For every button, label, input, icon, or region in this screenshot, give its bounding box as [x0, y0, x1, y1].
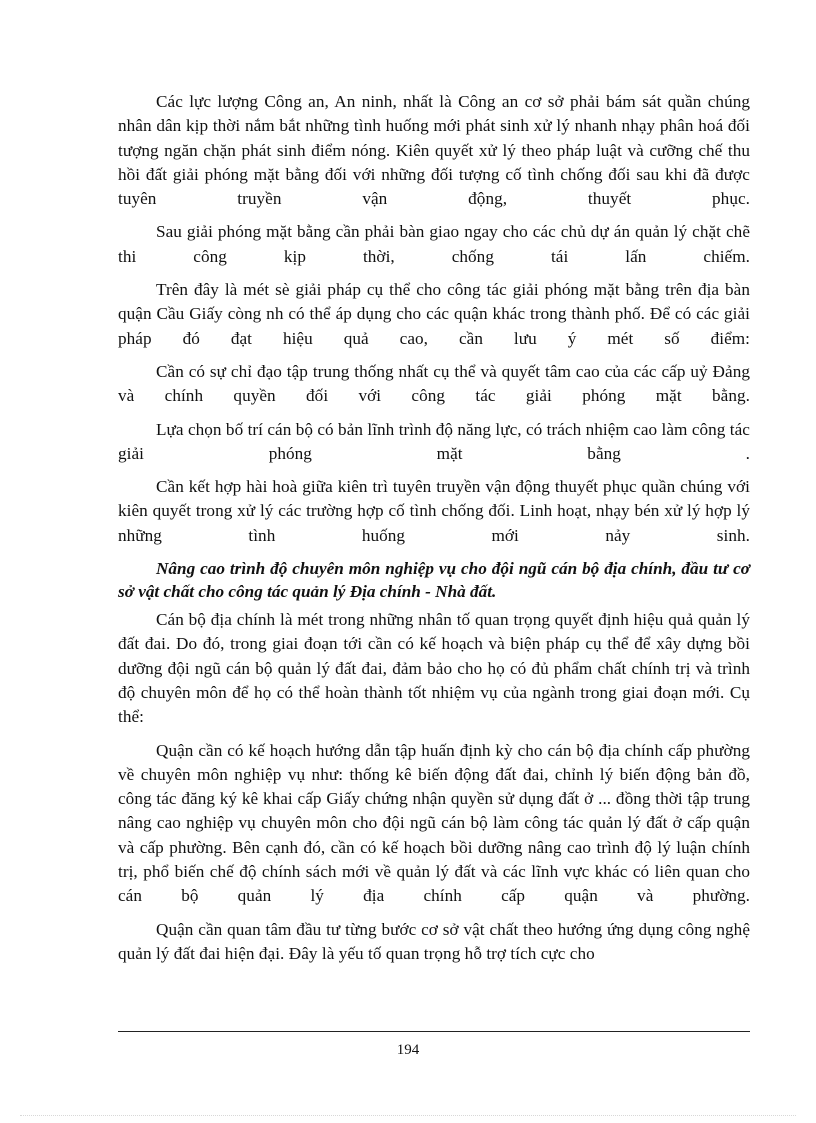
paragraph-investment: Quận cần quan tâm đầu tư từng bước cơ sở vật chất theo hướng ứng dụng công nghệ quản lý đất đai hiện đại. Đây là yếu tố quan trọng hỗ trợ tích cực cho — [118, 919, 750, 963]
paragraph-solutions-summary: Trên đây là mét sè giải pháp cụ thể cho công tác giải phóng mặt bằng trên địa bàn quận Cầu Giấy còng nh có thể áp dụng cho các quận khác trong thành phố. Để có các giải pháp đó đạt hiệu quả cao, cần lưu ý mét số điểm: — [118, 280, 750, 348]
section-heading: Nâng cao trình độ chuyên môn nghiệp vụ cho đội ngũ cán bộ địa chính, đầu tư cơ sở vật chất cho công tác quản lý Địa chính - Nhà đất. — [118, 559, 750, 602]
page-number: 194 — [396, 1042, 420, 1058]
paragraph-cadastral-staff: Cán bộ địa chính là mét trong những nhân tố quan trọng quyết định hiệu quả quản lý đất đai. Do đó, trong giai đoạn tới cần có kế hoạch và biện pháp cụ thể để xây dựng bồi dưỡng đội ngũ cán bộ quản lý đất đai, đảm bảo cho họ có đủ phẩm chất chính trị và trình độ chuyên môn để họ có thể hoàn thành tốt nhiệm vụ của ngành trong giai đoạn mới. Cụ thể: — [118, 610, 750, 727]
bottom-edge-dots — [20, 1115, 796, 1116]
paragraph-handover: Sau giải phóng mặt bằng cần phải bàn giao ngay cho các chủ dự án quản lý chặt chẽ thi công kịp thời, chống tái lấn chiếm. — [118, 222, 750, 266]
paragraph-persuasion: Cần kết hợp hài hoà giữa kiên trì tuyên truyền vận động thuyết phục quần chúng với kiên quyết trong xử lý các trường hợp cố tình chống đối. Linh hoạt, nhạy bén xử lý hợp lý những tình huống mới nảy sinh. — [118, 477, 750, 545]
footer-divider — [118, 1031, 750, 1032]
paragraph-direction: Cần có sự chỉ đạo tập trung thống nhất cụ thể và quyết tâm cao của các cấp uỷ Đảng và chính quyền đối với công tác giải phóng mặt bằng. — [118, 361, 750, 406]
body-text — [118, 90, 750, 975]
paragraph-police-forces: Các lực lượng Công an, An ninh, nhất là Công an cơ sở phải bám sát quần chúng nhân dân kịp thời nắm bắt những tình huống mới phát sinh xử lý nhanh nhạy phân hoá đối tượng ngăn chặn phát sinh điểm nóng. Kiên quyết xử lý theo pháp luật và cưỡng chế thu hồi đất giải phóng mặt bằng đối với những đối tượng cố tình chống đối sau khi đã được tuyên truyền vận động, thuyết phục. — [118, 92, 750, 209]
paragraph-staff-selection: Lựa chọn bố trí cán bộ có bản lĩnh trình độ năng lực, có trách nhiệm cao làm công tác giải phóng mặt bằng . — [118, 419, 750, 463]
paragraph-training-plan: Quận cần có kế hoạch hướng dẫn tập huấn định kỳ cho cán bộ địa chính cấp phường về chuyên môn nghiệp vụ như: thống kê biến động đất đai, chỉnh lý biến động bản đồ, công tác đăng ký kê khai cấp Giấy chứng nhận quyền sử dụng đất ở ... đồng thời tập trung nâng cao nghiệp vụ chuyên môn cho đội ngũ cán bộ làm công tác quản lý đất ở cấp quận và cấp phường. Bên cạnh đó, cần có kế hoạch bồi dưỡng nâng cao trình độ lý luận chính trị, phổ biến chế độ chính sách mới về quản lý đất và các lĩnh vực khác có liên quan cho cán bộ quản lý địa chính cấp quận và phường. — [118, 740, 750, 906]
